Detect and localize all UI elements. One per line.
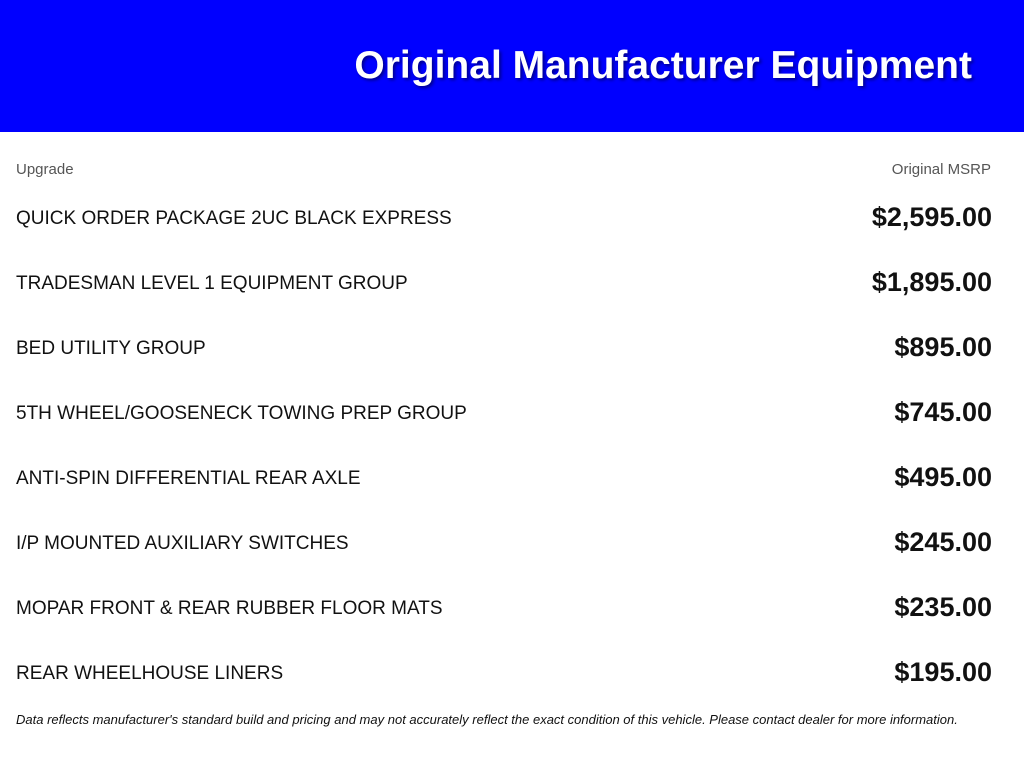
upgrade-price: $235.00 [894,592,992,622]
upgrade-name: 5TH WHEEL/GOOSENECK TOWING PREP GROUP [16,403,467,424]
column-header-msrp: Original MSRP [891,161,991,178]
upgrade-name: TRADESMAN LEVEL 1 EQUIPMENT GROUP [16,273,408,294]
upgrade-name: REAR WHEELHOUSE LINERS [16,663,284,684]
table-row [0,640,1024,705]
upgrade-price: $745.00 [894,397,992,427]
upgrade-price: $2,595.00 [871,202,992,232]
upgrade-price: $245.00 [894,527,992,557]
upgrade-name: QUICK ORDER PACKAGE 2UC BLACK EXPRESS [16,208,452,229]
upgrade-price: $895.00 [894,332,992,362]
table-row [0,380,1024,445]
upgrade-name: I/P MOUNTED AUXILIARY SWITCHES [16,533,349,554]
page-title: Original Manufacturer Equipment [354,44,972,87]
table-row [0,575,1024,640]
upgrade-name: MOPAR FRONT & REAR RUBBER FLOOR MATS [16,598,443,619]
table-row [0,185,1024,250]
column-header-upgrade: Upgrade [16,161,74,178]
upgrade-price: $195.00 [894,657,992,687]
upgrade-name: BED UTILITY GROUP [16,338,206,359]
table-row [0,315,1024,380]
upgrade-name: ANTI-SPIN DIFFERENTIAL REAR AXLE [16,468,361,489]
upgrade-price: $495.00 [894,462,992,492]
table-row [0,445,1024,510]
table-row [0,250,1024,315]
header-banner [0,0,1024,132]
equipment-list [0,185,1024,705]
upgrade-price: $1,895.00 [871,267,992,297]
disclaimer-text: Data reflects manufacturer's standard build and pricing and may not accurately reflect the exact condition of this vehicle. Please contact dealer for more information. [16,712,958,727]
table-row [0,510,1024,575]
